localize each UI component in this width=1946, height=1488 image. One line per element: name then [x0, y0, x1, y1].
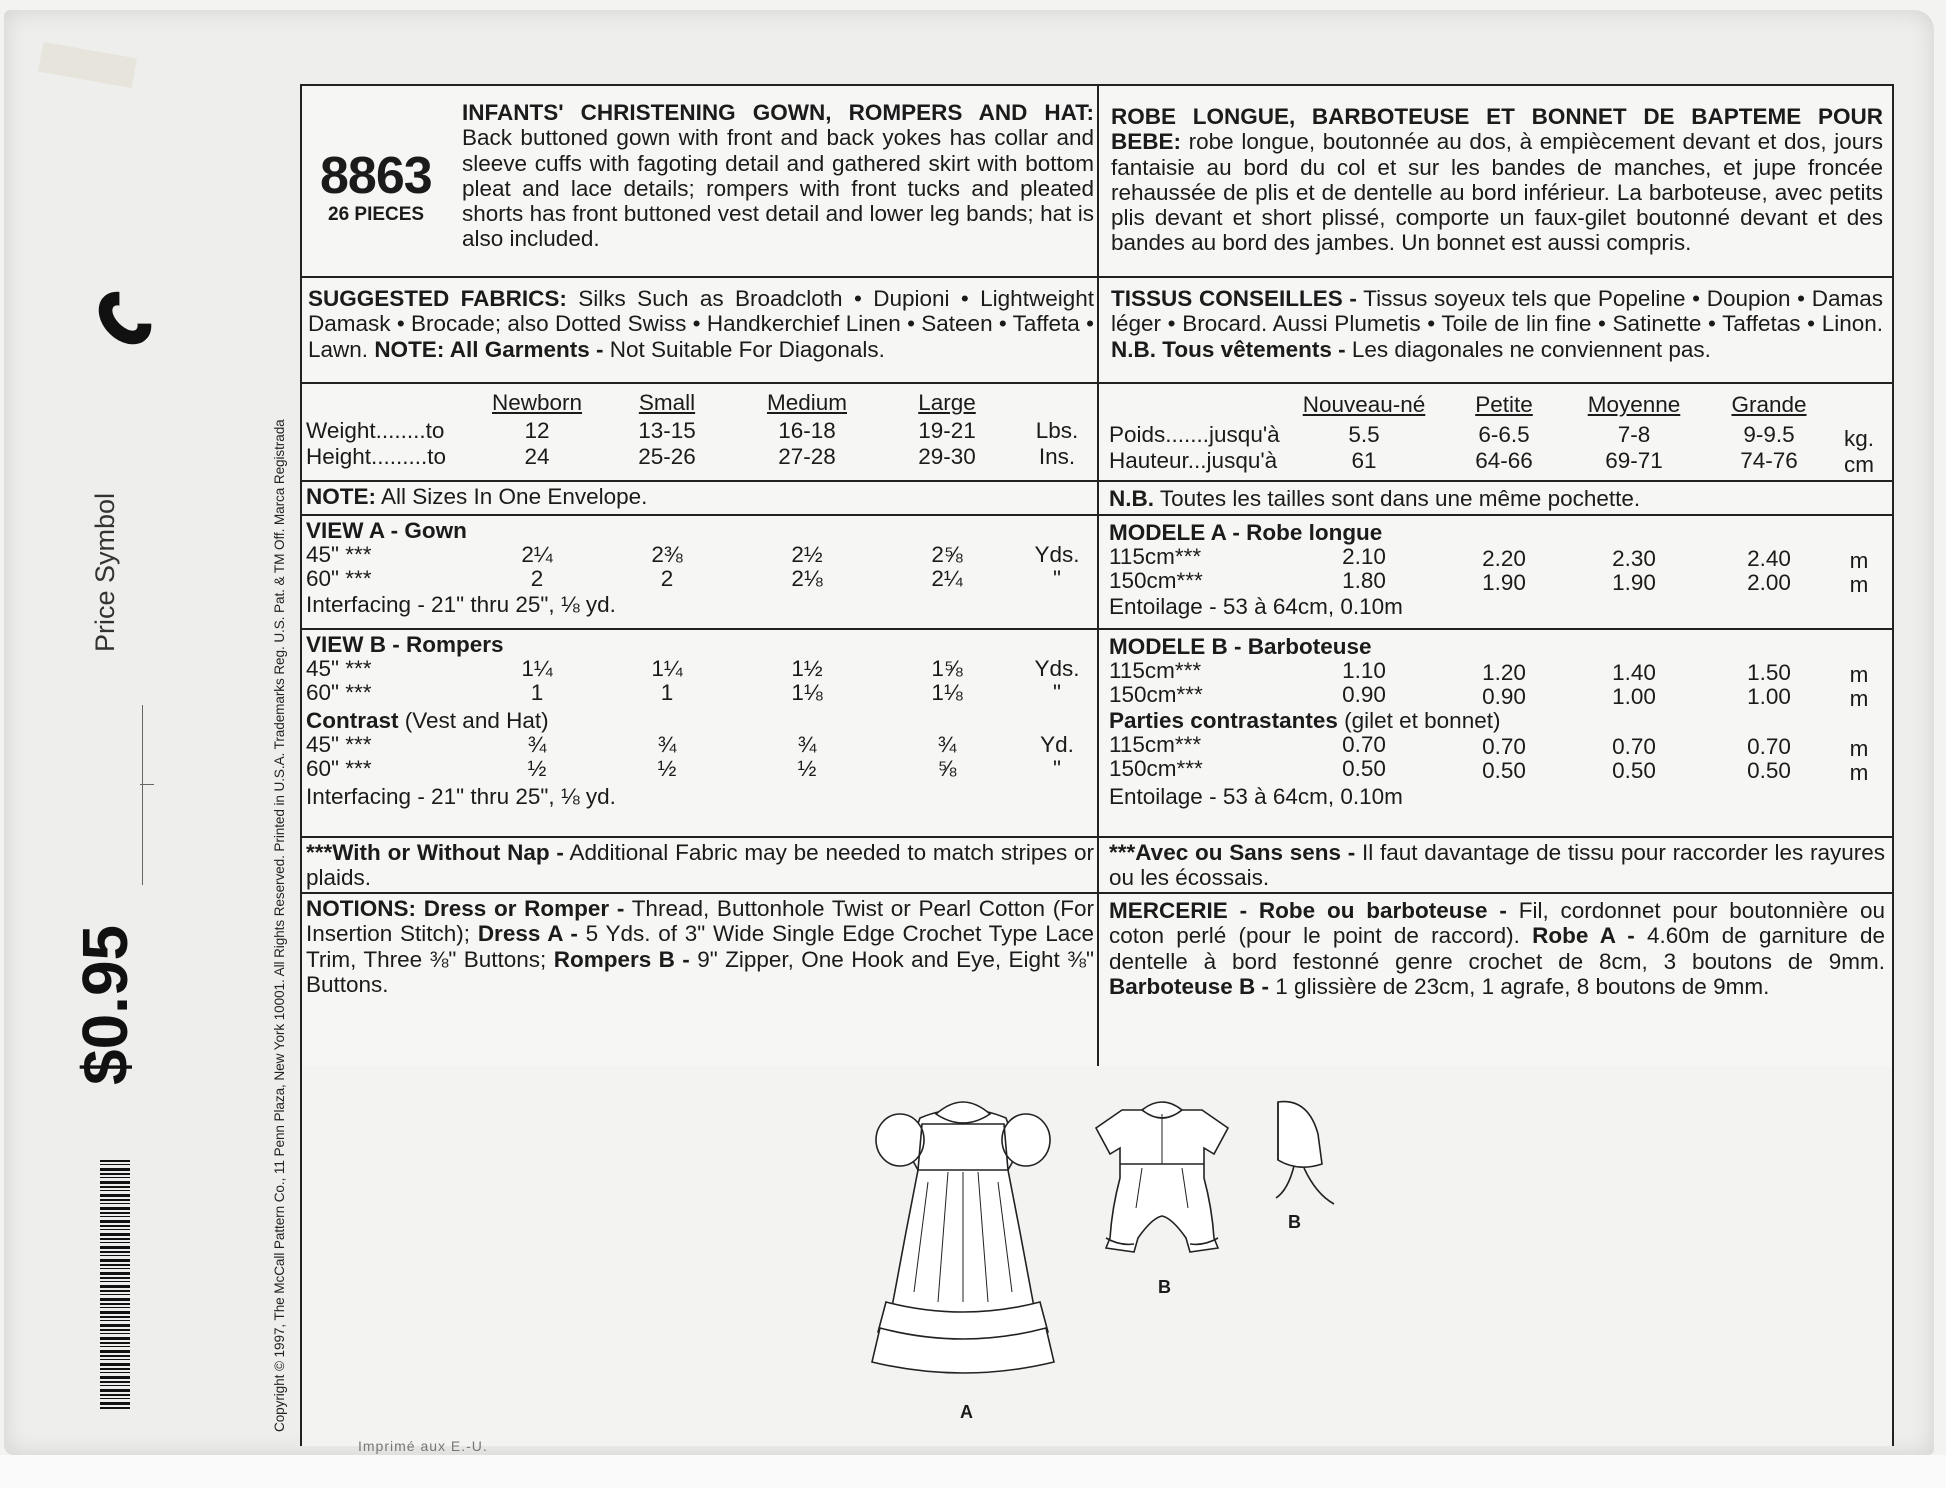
en-description: [462, 100, 1094, 252]
en-row-label: 60" ***: [306, 680, 372, 705]
rompers-illustration: [1092, 1098, 1232, 1266]
fr-unit: m: [1849, 736, 1869, 761]
en-contrast-sub: (Vest and Hat): [404, 708, 549, 733]
fr-view-a: [1099, 514, 1892, 630]
en-view-b-title: VIEW B - Rompers: [306, 632, 504, 657]
en-row-label: 45" ***: [306, 656, 372, 681]
fr-weight-value: 9-9.5: [1743, 422, 1795, 447]
en-yardage: ½: [657, 756, 677, 781]
en-view-b: [302, 628, 1099, 838]
en-yardage: 1⅛: [931, 680, 963, 705]
copyright-text: Copyright © 1997, The McCall Pattern Co., 11 Penn Plaza, New York 10001. All Rights Reserved. Printed in U.S.A. Trademarks Reg. U.S. Pat. & TM Off. Marca Registrada: [272, 419, 287, 1432]
fr-weight-value: 5.5: [1348, 422, 1380, 447]
fr-meterage: 1.00: [1612, 684, 1656, 709]
en-yardage: 2¼: [521, 542, 553, 567]
en-size-header: Large: [918, 390, 976, 415]
fr-row-label: 150cm***: [1109, 682, 1203, 707]
en-size-chart: [302, 382, 1099, 482]
price-tick: [140, 784, 154, 785]
en-envelope-note: [302, 480, 1099, 516]
fr-fabrics-note-label: N.B. Tous vêtements -: [1111, 336, 1346, 362]
fr-height-value: 61: [1351, 448, 1377, 473]
en-fabrics-note-body: Not Suitable For Diagonals.: [609, 336, 885, 362]
en-yardage: 2: [530, 566, 544, 591]
fr-height-value: 69-71: [1605, 448, 1663, 473]
en-weight-value: 16-18: [778, 418, 836, 443]
fr-weight-unit: kg.: [1843, 426, 1874, 451]
fr-size-header: Grande: [1731, 392, 1807, 417]
fr-height-value: 64-66: [1475, 448, 1533, 473]
en-notions-rompers-body: 9" Zipper, One Hook and Eye, Eight ⅜" Buttons.: [306, 946, 1094, 997]
en-yardage: 1½: [791, 656, 823, 681]
fr-weight-value: 6-6.5: [1478, 422, 1530, 447]
en-envelope-note-text: [306, 484, 647, 510]
en-height-label: Height.........to: [306, 444, 447, 469]
fr-notions-dress-body: 4.60m de garniture de dentelle à bord festonné genre crochet de 8cm, 3 boutons de 9mm.: [1109, 923, 1885, 974]
fr-envelope-note: [1099, 480, 1892, 516]
en-view-a-interfacing: Interfacing - 21" thru 25", ⅛ yd.: [306, 592, 616, 617]
fr-envelope-note-body: Toutes les tailles sont dans une même pochette.: [1159, 486, 1641, 511]
fr-notions-body: Fil, cordonnet pour boutonnière ou coton perlé (pour le point de raccord).: [1109, 898, 1885, 949]
pattern-number: 8863: [320, 147, 432, 205]
fr-meterage: 1.90: [1482, 570, 1526, 595]
fr-view-b: [1099, 628, 1892, 838]
fr-meterage: 2.00: [1747, 570, 1791, 595]
fr-header: [1099, 86, 1892, 278]
en-height-value: 24: [524, 444, 550, 469]
en-weight-value: 12: [524, 418, 550, 443]
french-panel: [1097, 84, 1894, 1070]
en-notions-dress-label: Dress A -: [477, 921, 578, 947]
en-size-header: Newborn: [491, 390, 583, 415]
barcode-icon: [100, 1160, 130, 1410]
fr-notions-label: MERCERIE - Robe ou barboteuse -: [1109, 898, 1507, 923]
fr-height-label: Hauteur...jusqu'à: [1109, 448, 1278, 473]
fr-row-label: 150cm***: [1109, 756, 1203, 781]
fr-description: [1111, 104, 1883, 256]
en-unit: ": [1053, 680, 1061, 705]
fr-fabrics: [1099, 276, 1892, 384]
fr-weight-value: 7-8: [1617, 422, 1651, 447]
en-fabrics-body: Silks Such as Broadcloth • Dupioni • Lightweight Damask • Brocade; also Dotted Swiss • Handkerchief Linen • Sateen • Taffeta • Lawn.: [308, 286, 1094, 362]
en-contrast-heading: [306, 708, 549, 734]
fr-meterage: 0.70: [1612, 734, 1656, 759]
fr-meterage: 1.40: [1612, 660, 1656, 685]
en-header: [302, 86, 1099, 278]
en-row-label: 45" ***: [306, 732, 372, 757]
en-height-value: 25-26: [638, 444, 696, 469]
en-row-label: 60" ***: [306, 756, 372, 781]
fr-description-title: ROBE LONGUE, BARBOTEUSE ET BONNET DE BAPTEME POUR BEBE:: [1111, 104, 1883, 155]
en-fabrics-note-label: NOTE: All Garments -: [374, 336, 604, 362]
fr-meterage: 0.50: [1747, 758, 1791, 783]
fr-meterage: 1.80: [1342, 568, 1386, 593]
fr-unit: m: [1849, 760, 1869, 785]
en-yardage: 2⅛: [791, 566, 823, 591]
hat-illustration: [1268, 1094, 1340, 1212]
en-fabrics: [302, 276, 1099, 384]
en-weight-value: 19-21: [918, 418, 976, 443]
fr-notions-rompers-label: Barboteuse B -: [1109, 973, 1270, 999]
fr-row-label: 150cm***: [1109, 568, 1203, 593]
en-height-value: 29-30: [918, 444, 976, 469]
en-yardage: 1: [530, 680, 544, 705]
fr-size-header: Nouveau-né: [1302, 392, 1426, 417]
en-unit: Yd.: [1040, 732, 1074, 757]
en-notions-body: Thread, Buttonhole Twist or Pearl Cotton (For Insertion Stitch);: [306, 896, 1094, 947]
fr-meterage: 0.50: [1612, 758, 1656, 783]
fr-meterage: 0.90: [1482, 684, 1526, 709]
fr-row-label: 115cm***: [1109, 732, 1202, 757]
fr-row-label: 115cm***: [1109, 544, 1202, 569]
en-notions-dress-body: 5 Yds. of 3" Wide Single Edge Crochet Type Lace Trim, Three ⅜" Buttons;: [306, 921, 1094, 972]
fr-view-a-interfacing: Entoilage - 53 à 64cm, 0.10m: [1109, 594, 1403, 619]
fr-unit: m: [1849, 686, 1869, 711]
fr-meterage: 2.40: [1747, 546, 1791, 571]
en-envelope-note-body: All Sizes In One Envelope.: [381, 484, 648, 509]
en-unit: Yds.: [1034, 542, 1080, 567]
en-yardage: 2½: [791, 542, 823, 567]
en-nap: [302, 836, 1099, 894]
fr-meterage: 1.90: [1612, 570, 1656, 595]
en-view-a-title: VIEW A - Gown: [306, 518, 467, 543]
fr-envelope-note-text: [1109, 486, 1640, 512]
en-fabrics-title: SUGGESTED FABRICS:: [308, 286, 567, 311]
en-weight-unit: Lbs.: [1035, 418, 1079, 443]
hat-label: B: [1288, 1212, 1301, 1232]
en-yardage: 2⅜: [651, 542, 683, 567]
gown-label: A: [960, 1402, 973, 1422]
price-label: $0.95: [69, 924, 141, 1085]
en-description-body: Back buttoned gown with front and back yokes has collar and sleeve cuffs with fagoting detail and gathered skirt with bottom pleat and lace details; rompers with front tucks and pleated shorts has front buttoned vest detail and lower leg bands; hat is also included.: [462, 125, 1094, 252]
fr-contrast-title: Parties contrastantes: [1109, 708, 1338, 733]
fr-height-unit: cm: [1844, 452, 1874, 477]
en-yardage: 1⅛: [791, 680, 823, 705]
en-nap-body: Additional Fabric may be needed to match stripes or plaids.: [306, 840, 1094, 891]
en-description-title: INFANTS' CHRISTENING GOWN, ROMPERS AND HAT:: [462, 100, 1094, 125]
en-yardage: ⅝: [937, 756, 957, 781]
fr-notions: [1099, 892, 1892, 1066]
en-weight-value: 13-15: [638, 418, 696, 443]
en-unit: ": [1053, 566, 1061, 591]
fr-meterage: 0.50: [1342, 756, 1386, 781]
en-height-unit: Ins.: [1038, 444, 1076, 469]
en-yardage: 1⅝: [931, 656, 963, 681]
fr-nap-label: ***Avec ou Sans sens -: [1109, 840, 1356, 865]
en-yardage: 1¼: [521, 656, 553, 681]
imprime-text: Imprimé aux E.-U.: [358, 1438, 488, 1454]
en-row-label: 45" ***: [306, 542, 372, 567]
en-notions-label: NOTIONS: Dress or Romper -: [306, 896, 625, 921]
en-yardage: 2: [660, 566, 674, 591]
rompers-label: B: [1158, 1277, 1171, 1297]
fr-fabrics-body: Tissus soyeux tels que Popeline • Doupion • Damas léger • Brocard. Aussi Plumetis • Toile de lin fine • Satinette • Taffetas • Linon.: [1111, 286, 1884, 337]
fr-contrast-sub: (gilet et bonnet): [1344, 708, 1501, 733]
pattern-pieces: 26 PIECES: [328, 204, 425, 225]
fr-envelope-note-label: N.B.: [1109, 486, 1154, 511]
fr-view-b-interfacing: Entoilage - 53 à 64cm, 0.10m: [1109, 784, 1403, 809]
en-yardage: 2¼: [931, 566, 963, 591]
en-notions: [302, 892, 1099, 1066]
fr-meterage: 0.70: [1342, 732, 1386, 757]
en-nap-text: [306, 840, 1094, 891]
en-size-header: Medium: [766, 390, 848, 415]
en-contrast-title: Contrast: [306, 708, 399, 733]
fr-weight-label: Poids.......jusqu'à: [1109, 422, 1280, 447]
fr-meterage: 2.30: [1612, 546, 1656, 571]
fr-row-label: 115cm***: [1109, 658, 1202, 683]
en-view-a: [302, 514, 1099, 630]
english-panel: [300, 84, 1099, 1070]
en-view-b-interfacing: Interfacing - 21" thru 25", ⅛ yd.: [306, 784, 616, 809]
en-yardage: ¾: [657, 732, 677, 757]
en-notions-rompers-label: Rompers B -: [553, 946, 690, 972]
en-notions-text: [306, 896, 1094, 997]
en-envelope-note-label: NOTE:: [306, 484, 376, 509]
price-symbol-label: Price Symbol: [90, 492, 120, 652]
fr-unit: m: [1849, 572, 1869, 597]
fr-view-a-title: MODELE A - Robe longue: [1109, 520, 1383, 545]
en-yardage: 1: [660, 680, 674, 705]
fr-meterage: 0.70: [1747, 734, 1791, 759]
en-yardage: 1¼: [651, 656, 683, 681]
fr-size-header: Moyenne: [1587, 392, 1681, 417]
fr-notions-text: [1109, 898, 1885, 999]
fr-notions-dress-label: Robe A -: [1532, 923, 1635, 949]
gown-illustration: [858, 1092, 1068, 1392]
fr-meterage: 1.20: [1482, 660, 1526, 685]
en-yardage: 2⅝: [931, 542, 963, 567]
fr-meterage: 0.70: [1482, 734, 1526, 759]
fr-notions-rompers-body: 1 glissière de 23cm, 1 agrafe, 8 boutons de 9mm.: [1275, 973, 1770, 999]
fr-meterage: 1.10: [1342, 658, 1386, 683]
fr-meterage: 0.50: [1482, 758, 1526, 783]
fr-size-header: Petite: [1475, 392, 1533, 417]
bottom-margin: [0, 1455, 1946, 1488]
en-row-label: 60" ***: [306, 566, 372, 591]
fr-unit: m: [1849, 662, 1869, 687]
fr-meterage: 2.10: [1342, 544, 1386, 569]
en-weight-label: Weight........to: [306, 418, 445, 443]
price-divider: [142, 705, 143, 885]
fr-fabrics-text: [1111, 286, 1883, 362]
fr-description-body: robe longue, boutonnée au dos, à empiècement devant et dos, jours fantaisie au bord du col et sur les bandes de manches, et jupe froncée rehaussée de plis et de dentelle au bord inférieur. La barboteuse, avec petits plis devant et short plissé, comporte un faux-gilet boutonné devant et des bandes au bord des jambes. Un bonnet est aussi compris.: [1111, 129, 1883, 256]
en-yardage: ¾: [527, 732, 547, 757]
fr-fabrics-note-body: Les diagonales ne conviennent pas.: [1351, 336, 1711, 362]
fr-view-b-title: MODELE B - Barboteuse: [1109, 634, 1372, 659]
fr-nap-body: Il faut davantage de tissu pour raccorder les rayures ou les écossais.: [1109, 840, 1885, 891]
en-fabrics-text: [308, 286, 1094, 362]
en-yardage: ½: [527, 756, 547, 781]
fr-nap-text: [1109, 840, 1885, 891]
en-nap-label: ***With or Without Nap -: [306, 840, 564, 865]
fr-contrast-heading: [1109, 708, 1500, 734]
en-size-header: Small: [638, 390, 696, 415]
fr-height-value: 74-76: [1740, 448, 1798, 473]
en-yardage: ¾: [797, 732, 817, 757]
en-yardage: ½: [797, 756, 817, 781]
fr-size-chart: [1099, 382, 1892, 482]
en-unit: ": [1053, 756, 1061, 781]
fr-meterage: 1.00: [1747, 684, 1791, 709]
fr-nap: [1099, 836, 1892, 894]
en-unit: Yds.: [1034, 656, 1080, 681]
fr-meterage: 0.90: [1342, 682, 1386, 707]
fr-meterage: 2.20: [1482, 546, 1526, 571]
fr-fabrics-title: TISSUS CONSEILLES -: [1111, 286, 1357, 311]
en-yardage: ¾: [937, 732, 957, 757]
en-height-value: 27-28: [778, 444, 836, 469]
fr-unit: m: [1849, 548, 1869, 573]
fr-meterage: 1.50: [1747, 660, 1791, 685]
